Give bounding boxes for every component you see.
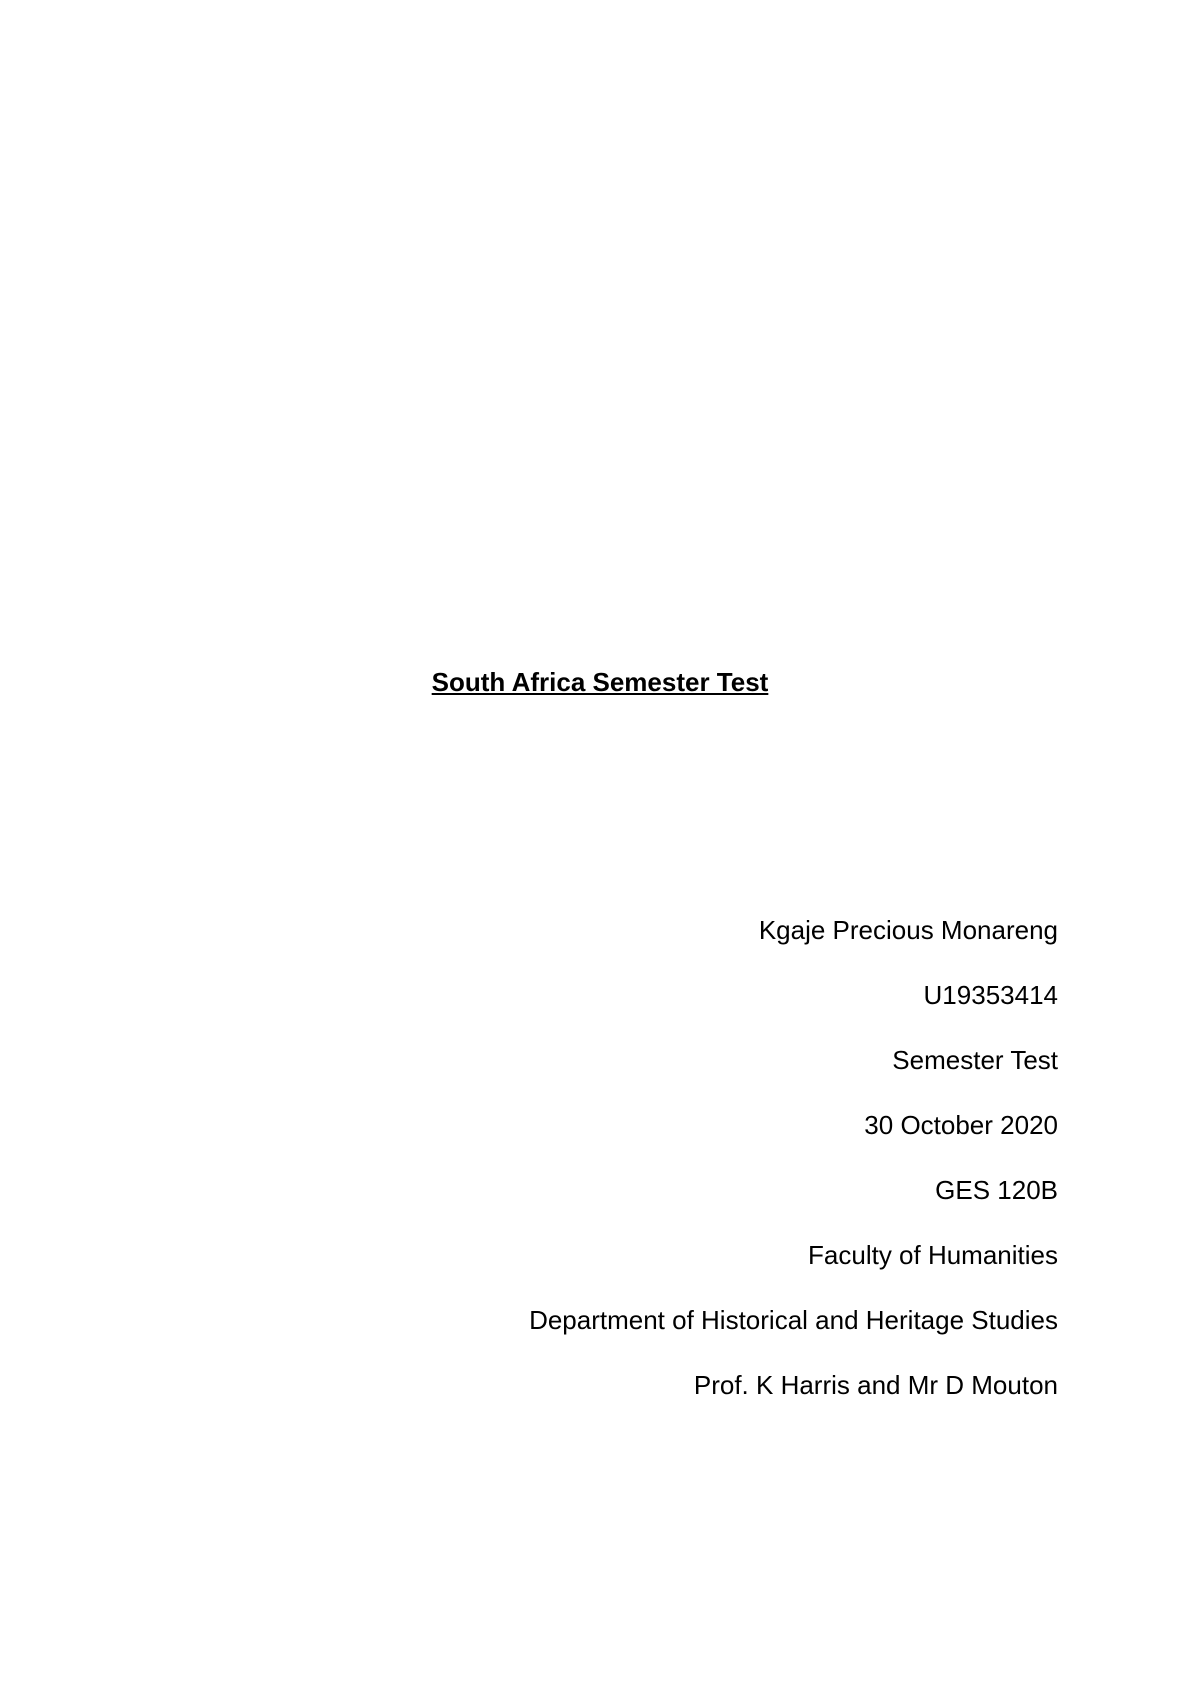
document-title: South Africa Semester Test — [431, 667, 769, 697]
assessment-type: Semester Test — [892, 1045, 1058, 1075]
submission-date: 30 October 2020 — [864, 1110, 1058, 1140]
lecturers: Prof. K Harris and Mr D Mouton — [693, 1370, 1058, 1400]
module-code: GES 120B — [935, 1175, 1058, 1205]
department: Department of Historical and Heritage Studies — [529, 1305, 1058, 1335]
faculty: Faculty of Humanities — [808, 1240, 1058, 1270]
cover-details — [529, 914, 1058, 1434]
student-number: U19353414 — [923, 980, 1058, 1010]
student-name: Kgaje Precious Monareng — [758, 915, 1058, 945]
